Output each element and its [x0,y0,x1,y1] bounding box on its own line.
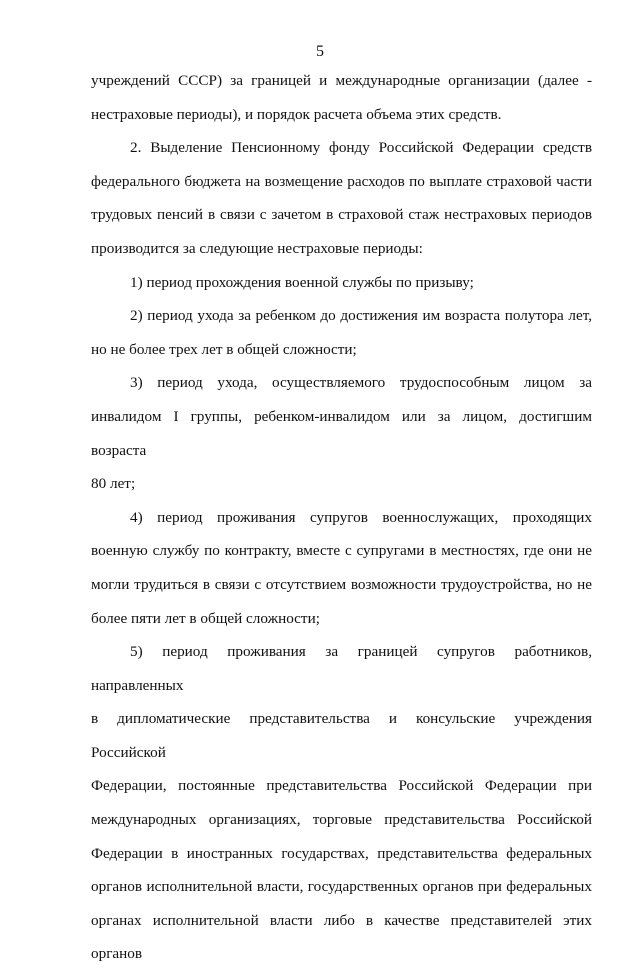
text-line: военную службу по контракту, вместе с супругами в местностях, где они не [91,542,592,560]
text-line: Федерации в иностранных государствах, представительства федеральных [91,844,592,862]
text-line: международных организациях, торговые представительства Российской [91,811,592,829]
text-line: 5) период проживания за границей супругов работников, направленных [91,643,592,694]
text-line: 80 лет; [91,475,136,493]
document-body [91,64,592,971]
text-line: трудовых пенсий в связи с зачетом в страховой стаж нестраховых периодов [91,206,592,224]
text-line: федерального бюджета на возмещение расходов по выплате страховой части [91,172,592,190]
text-line: 4) период проживания супругов военнослужащих, проходящих [130,508,592,526]
text-line: органов исполнительной власти, государственных органов при федеральных [91,878,592,896]
text-line: Федерации, постоянные представительства Российской Федерации при [91,777,592,795]
page-number: 5 [316,43,324,60]
text-line: 1) период прохождения военной службы по призыву; [130,273,474,291]
text-line: инвалидом I группы, ребенком-инвалидом или за лицом, достигшим возраста [91,407,592,459]
text-line: 2) период ухода за ребенком до достижения им возраста полутора лет, [130,307,592,325]
text-line: учреждений СССР) за границей и международные организации (далее - [91,72,592,89]
text-line: органах исполнительной власти либо в качестве представителей этих органов [91,911,592,963]
text-line: могли трудиться в связи с отсутствием возможности трудоустройства, но не [91,575,592,593]
text-line: но не более трех лет в общей сложности; [91,340,357,358]
text-line: в дипломатические представительства и консульские учреждения Российской [91,710,592,761]
text-line: 2. Выделение Пенсионному фонду Российской Федерации средств [130,139,592,157]
text-line: 3) период ухода, осуществляемого трудоспособным лицом за [130,374,592,392]
text-line: нестраховые периоды), и порядок расчета объема этих средств. [91,105,502,123]
text-line: более пяти лет в общей сложности; [91,609,320,627]
text-line: производится за следующие нестраховые периоды: [91,239,423,257]
